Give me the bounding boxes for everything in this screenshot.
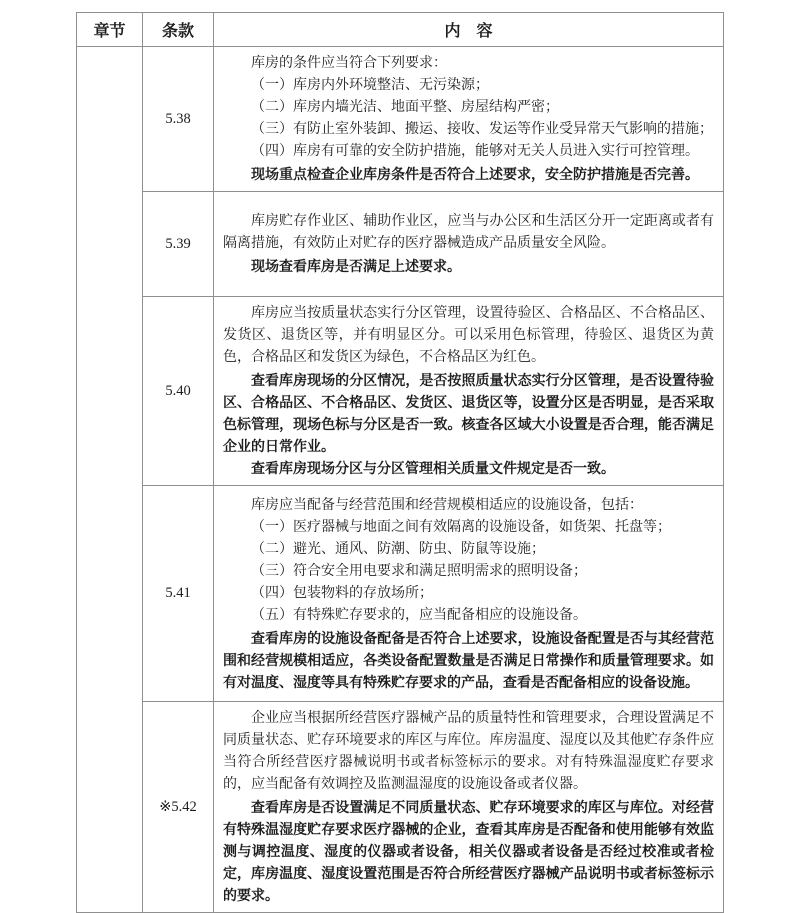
paragraph: 库房的条件应当符合下列要求： bbox=[251, 56, 447, 71]
clause-number: 5.40 bbox=[143, 297, 214, 486]
list-item: （三）有防止室外装卸、搬运、接收、发运等作业受异常天气影响的措施； bbox=[251, 122, 713, 137]
inspection-note: 查看库房的设施设备配备是否符合上述要求，设施设备配置是否与其经营范围和经营规模相适应，各类设备配置数量是否满足日常操作和质量管理要求。如有对温度、湿度等具有特殊贮存要求的产品，查看是否配备相应的设备设施。 bbox=[223, 629, 714, 690]
header-row bbox=[77, 13, 724, 47]
table-row bbox=[77, 47, 724, 192]
content-cell bbox=[214, 47, 724, 192]
table-row bbox=[77, 486, 724, 702]
list-item: （五）有特殊贮存要求的，应当配备相应的设施设备。 bbox=[251, 607, 587, 623]
chapter-cell-empty bbox=[77, 47, 143, 913]
clause-number: 5.38 bbox=[143, 47, 214, 192]
list-item: （三）符合安全用电要求和满足照明需求的照明设备； bbox=[251, 563, 587, 579]
content-cell bbox=[214, 486, 724, 702]
content-cell bbox=[214, 702, 724, 913]
col-header-clause: 条款 bbox=[143, 13, 214, 47]
table-row bbox=[77, 297, 724, 486]
paragraph: 库房贮存作业区、辅助作业区，应当与办公区和生活区分开一定距离或者有隔离措施，有效防止对贮存的医疗器械造成产品质量安全风险。 bbox=[223, 214, 714, 251]
inspection-requirements-table bbox=[76, 12, 724, 913]
table-row bbox=[77, 192, 724, 297]
inspection-note: 查看库房现场的分区情况，是否按照质量状态实行分区管理，是否设置待验区、合格品区、不合格品区、发货区、退货区等，设置分区是否明显，是否采取色标管理，现场色标与分区是否一致。核查各区域大小设置是否合理，能否满足企业的日常作业。 bbox=[223, 372, 714, 454]
table-row bbox=[77, 702, 724, 913]
list-item: （四）包装物料的存放场所； bbox=[251, 585, 433, 601]
list-item: （四）库房有可靠的安全防护措施，能够对无关人员进入实行可控管理。 bbox=[251, 144, 699, 159]
col-header-content: 内 容 bbox=[214, 13, 724, 47]
list-item: （二）避光、通风、防潮、防虫、防鼠等设施； bbox=[251, 541, 545, 557]
inspection-note: 查看库房是否设置满足不同质量状态、贮存环境要求的库区与库位。对经营有特殊温湿度贮存要求医疗器械的企业，查看其库房是否配备和使用能够有效监测与调控温度、湿度的仪器或者设备，相关仪器或者设备是否经过校准或者检定，库房温度、湿度设置范围是否符合所经营医疗器械产品说明书或者标签标示的要求。 bbox=[223, 799, 714, 903]
clause-number: ※5.42 bbox=[143, 702, 214, 913]
paragraph: 企业应当根据所经营医疗器械产品的质量特性和管理要求，合理设置满足不同质量状态、贮存环境要求的库区与库位。库房温度、湿度以及其他贮存条件应当符合所经营医疗器械说明书或者标签标示的要求。对有特殊温湿度贮存要求的，应当配备有效调控及监测温湿度的设施设备或者仪器。 bbox=[223, 711, 714, 792]
list-item: （一）库房内外环境整洁、无污染源； bbox=[251, 78, 489, 93]
list-item: （二）库房内墙光洁、地面平整、房屋结构严密； bbox=[251, 100, 559, 115]
col-header-chapter: 章节 bbox=[77, 13, 143, 47]
content-cell bbox=[214, 192, 724, 297]
inspection-note: 现场查看库房是否满足上述要求。 bbox=[251, 258, 461, 274]
paragraph: 库房应当按质量状态实行分区管理，设置待验区、合格品区、不合格品区、发货区、退货区等，并有明显区分。可以采用色标管理，待验区、退货区为黄色，合格品区和发货区为绿色，不合格品区为红色。 bbox=[223, 306, 714, 365]
clause-number: 5.41 bbox=[143, 486, 214, 702]
list-item: （一）医疗器械与地面之间有效隔离的设施设备，如货架、托盘等； bbox=[251, 519, 671, 535]
clause-number: 5.39 bbox=[143, 192, 214, 297]
inspection-note: 查看库房现场分区与分区管理相关质量文件规定是否一致。 bbox=[251, 460, 615, 476]
paragraph: 库房应当配备与经营范围和经营规模相适应的设施设备，包括： bbox=[251, 497, 643, 513]
inspection-note: 现场重点检查企业库房条件是否符合上述要求，安全防护措施是否完善。 bbox=[251, 166, 699, 182]
content-cell bbox=[214, 297, 724, 486]
